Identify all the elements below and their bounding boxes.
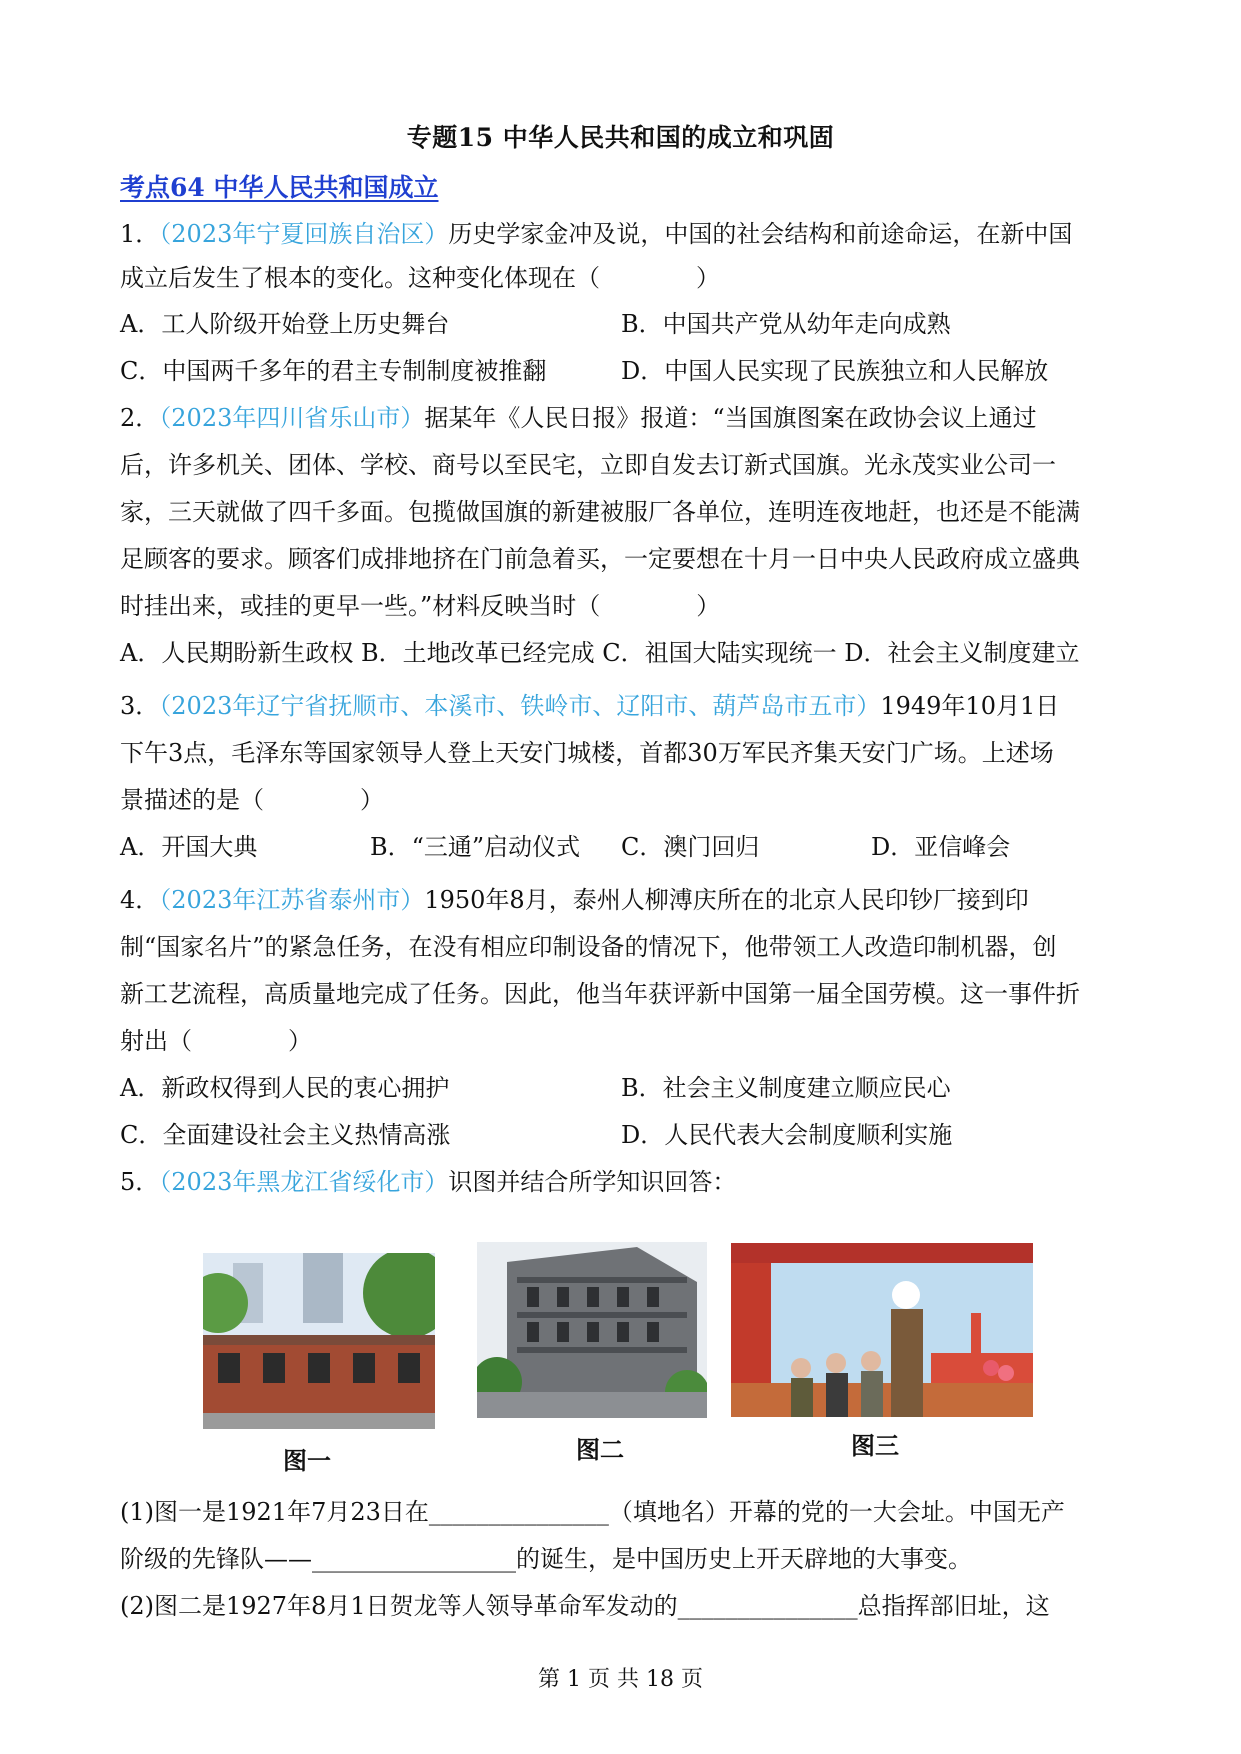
topic-heading-link[interactable]: 考点64 中华人民共和国成立 <box>120 173 439 202</box>
q4-source: （2023年江苏省泰州市） <box>159 886 425 914</box>
q1-source: （2023年宁夏回族自治区） <box>159 220 449 248</box>
q4-stem-line-4: 射出（ ） <box>120 1027 312 1055</box>
q5-stem-text: 识图并结合所学知识回答： <box>448 1168 737 1196</box>
q3-number: 3． <box>120 692 160 720</box>
grey-building-illustration <box>477 1242 707 1418</box>
q3-stem-line-2: 下午3点，毛泽东等国家领导人登上天安门城楼，首都30万军民齐集天安门广场。上述场 <box>120 739 1054 767</box>
q4-stem-text-1: 1950年8月，泰州人柳溥庆所在的北京人民印钞厂接到印 <box>424 886 1029 914</box>
q4-stem-line-3: 新工艺流程，高质量地完成了任务。因此，他当年获评新中国第一届全国劳模。这一事件折 <box>120 980 1080 1008</box>
founding-ceremony-illustration <box>731 1243 1033 1417</box>
q2-options: A．人民期盼新生政权 B．土地改革已经完成 C．祖国大陆实现统一 D．社会主义制度建立 <box>120 639 1080 667</box>
q4-number: 4． <box>120 886 160 914</box>
q2-stem-line-4: 足顾客的要求。顾客们成排地挤在门前急着买，一定要想在十月一日中央人民政府成立盛典 <box>120 545 1080 573</box>
figure-2-image <box>477 1242 707 1418</box>
q5-stem-line-1 <box>120 1167 736 1197</box>
q5-sub1-line-2: 阶级的先锋队——_________________的诞生，是中国历史上开天辟地的大事变。 <box>120 1545 972 1573</box>
page-title: 专题15 中华人民共和国的成立和巩固 <box>406 123 835 152</box>
q2-source: （2023年四川省乐山市） <box>159 404 425 432</box>
q3-stem-line-3: 景描述的是（ ） <box>120 786 384 814</box>
q4-option-b: B．社会主义制度建立顺应民心 <box>621 1074 951 1102</box>
q2-stem-line-2: 后，许多机关、团体、学校、商号以至民宅，立即自发去订新式国旗。光永茂实业公司一 <box>120 451 1056 479</box>
q1-stem-line-1 <box>120 219 1072 249</box>
q4-stem-line-2: 制“国家名片”的紧急任务，在没有相应印制设备的情况下，他带领工人改造印制机器，创 <box>120 933 1057 961</box>
q5-number: 5． <box>120 1168 160 1196</box>
q4-option-d: D．人民代表大会制度顺利实施 <box>621 1121 953 1149</box>
q1-option-b: B．中国共产党从幼年走向成熟 <box>621 310 951 338</box>
q1-option-c: C．中国两千多年的君主专制制度被推翻 <box>120 357 547 385</box>
q2-stem-line-1 <box>120 403 1037 433</box>
q5-sub1-line-1: (1)图一是1921年7月23日在_______________（填地名）开幕的党的一大会址。中国无产 <box>120 1498 1065 1526</box>
q1-stem-line-2: 成立后发生了根本的变化。这种变化体现在（ ） <box>120 264 720 292</box>
q3-option-a: A．开国大典 <box>120 833 258 861</box>
page-footer: 第 1 页 共 18 页 <box>538 1667 703 1692</box>
q1-option-d: D．中国人民实现了民族独立和人民解放 <box>621 357 1049 385</box>
figure-2-caption: 图二 <box>576 1436 624 1464</box>
q3-option-c: C．澳门回归 <box>621 833 760 861</box>
figure-3-image <box>731 1243 1033 1417</box>
q3-stem-line-1 <box>120 691 1059 721</box>
q5-sub2-line-1: (2)图二是1927年8月1日贺龙等人领导革命军发动的_______________总指挥部旧址，这 <box>120 1592 1050 1620</box>
q1-option-a: A．工人阶级开始登上历史舞台 <box>120 310 450 338</box>
figure-3-caption: 图三 <box>851 1432 899 1460</box>
q1-number: 1． <box>120 220 160 248</box>
figure-1-caption: 图一 <box>283 1447 331 1475</box>
q3-stem-text-1: 1949年10月1日 <box>880 692 1060 720</box>
q2-stem-line-5: 时挂出来，或挂的更早一些。”材料反映当时（ ） <box>120 592 721 620</box>
q2-stem-text-1: 据某年《人民日报》报道：“当国旗图案在政协会议上通过 <box>424 404 1037 432</box>
q4-stem-line-1 <box>120 885 1029 915</box>
figure-1-image <box>203 1253 435 1429</box>
brick-building-illustration <box>203 1253 435 1429</box>
q3-option-b: B．“三通”启动仪式 <box>370 833 581 861</box>
q5-source: （2023年黑龙江省绥化市） <box>159 1168 449 1196</box>
q1-stem-text-1: 历史学家金冲及说，中国的社会结构和前途命运，在新中国 <box>448 220 1073 248</box>
q2-number: 2． <box>120 404 160 432</box>
q4-option-c: C．全面建设社会主义热情高涨 <box>120 1121 451 1149</box>
q2-stem-line-3: 家，三天就做了四千多面。包揽做国旗的新建被服厂各单位，连明连夜地赶，也还是不能满 <box>120 498 1080 526</box>
q3-source: （2023年辽宁省抚顺市、本溪市、铁岭市、辽阳市、葫芦岛市五市） <box>159 692 881 720</box>
q3-option-d: D．亚信峰会 <box>871 833 1011 861</box>
q4-option-a: A．新政权得到人民的衷心拥护 <box>120 1074 450 1102</box>
